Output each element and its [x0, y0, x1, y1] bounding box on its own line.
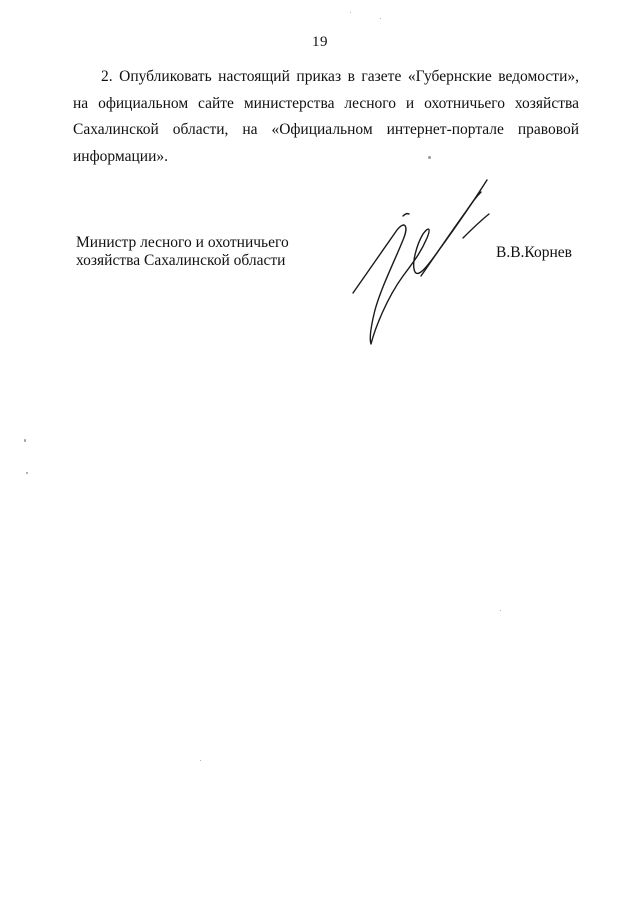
scan-speck — [200, 760, 201, 761]
signer-name: В.В.Корнев — [496, 244, 572, 261]
page-number: 19 — [312, 34, 328, 50]
scan-speck — [350, 12, 351, 13]
handwritten-signature-icon — [345, 168, 505, 353]
scan-speck — [428, 156, 431, 159]
position-line-1: Министр лесного и охотничьего — [76, 234, 289, 251]
publication-paragraph: 2. Опубликовать настоящий приказ в газете «Губернские ведомости», на официальном сайте министерства лесного и охотничьего хозяйства Сахалинской области, на «Официальном интернет-портале правовой информации». — [73, 68, 579, 165]
scan-speck — [24, 439, 26, 442]
signatory-position — [76, 234, 336, 270]
position-line-2: хозяйства Сахалинской области — [76, 252, 286, 269]
scan-speck — [26, 472, 28, 474]
scan-speck — [500, 610, 501, 611]
scan-speck — [380, 18, 381, 19]
